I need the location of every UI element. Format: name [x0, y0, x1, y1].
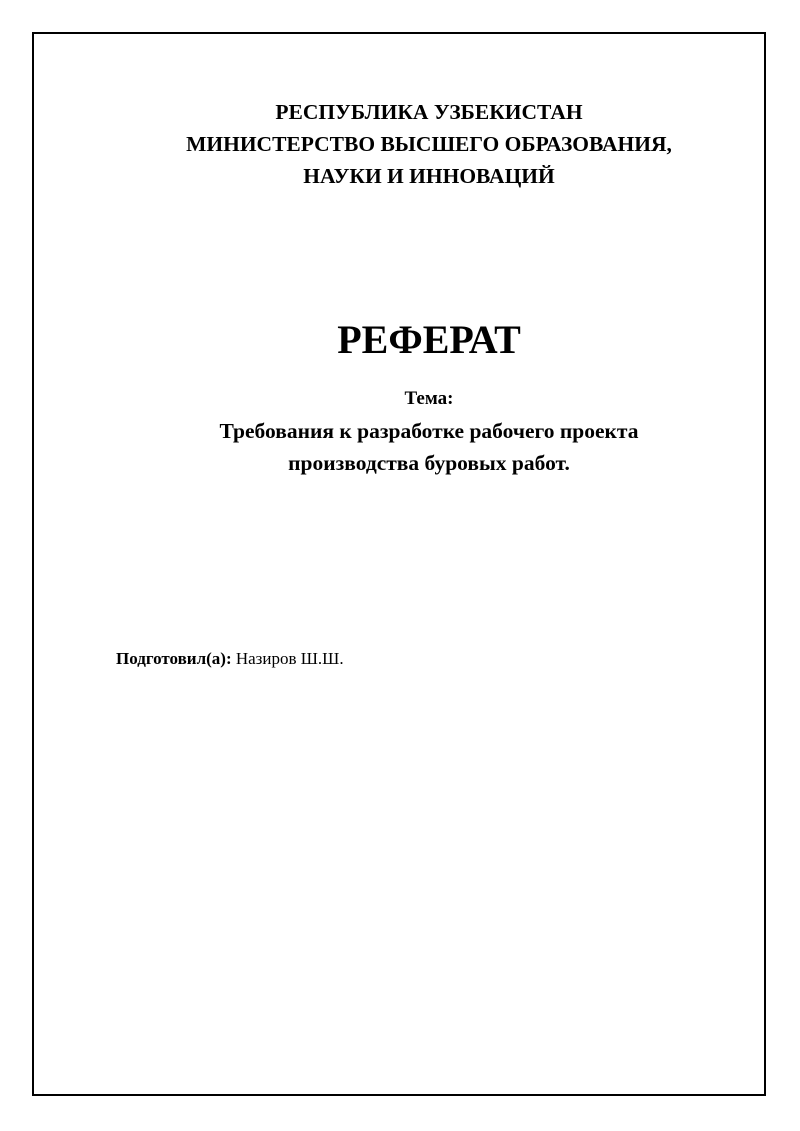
author-row [116, 647, 344, 671]
topic-text [0, 415, 800, 479]
topic-line-1: Требования к разработке рабочего проекта [219, 419, 639, 443]
document-title: РЕФЕРАТ [337, 317, 521, 362]
topic-label: Тема: [404, 388, 454, 409]
author-label: Подготовил(а): [116, 649, 232, 668]
institution-header [0, 96, 800, 192]
header-ministry-cont: НАУКИ И ИННОВАЦИЙ [303, 164, 555, 188]
author-name: Назиров Ш.Ш. [235, 649, 344, 668]
header-country: РЕСПУБЛИКА УЗБЕКИСТАН [275, 100, 583, 124]
topic-line-2: производства буровых работ. [288, 451, 570, 475]
header-ministry: МИНИСТЕРСТВО ВЫСШЕГО ОБРАЗОВАНИЯ, [186, 132, 672, 156]
